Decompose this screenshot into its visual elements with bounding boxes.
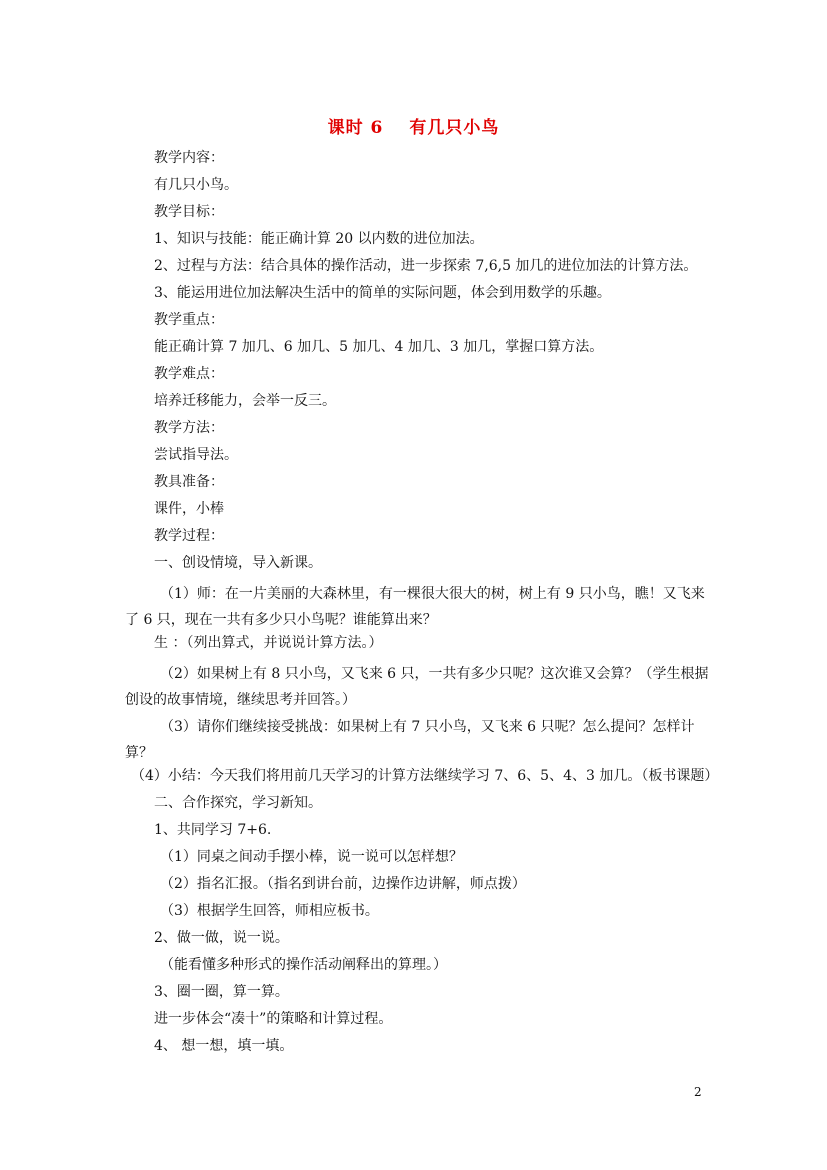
page-title — [0, 113, 827, 138]
text-line: （1）同桌之间动手摆小棒，说一说可以怎样想？ — [160, 849, 463, 865]
text-line: （能看懂多种形式的操作活动阐释出的算理。） — [160, 957, 447, 973]
text-line: 1、共同学习 7+6. — [154, 822, 272, 838]
section-heading: 一、创设情境，导入新课。 — [154, 555, 322, 571]
text-line: 课件，小棒 — [154, 501, 224, 517]
heading-materials: 教具准备： — [154, 474, 224, 490]
text-line: 能正确计算 7 加几、6 加几、5 加几、4 加几、3 加几，掌握口算方法。 — [154, 339, 604, 355]
paragraph-summary: （4）小结：今天我们将用前几天学习的计算方法继续学习 7、6、5、4、3 加几。（板书课题） — [131, 768, 719, 784]
page-number: 2 — [694, 1085, 702, 1099]
heading-content: 教学内容： — [154, 150, 224, 166]
goal-item: 3、能运用进位加法解决生活中的简单的实际问题，体会到用数学的乐趣。 — [154, 285, 611, 301]
title-lesson-number: 课时 6 — [327, 118, 384, 138]
paragraph: （2）如果树上有 8 只小鸟，又飞来 6 只，一共有多少只呢？这次谁又会算？（学生根据创设的故事情境，继续思考并回答。） — [125, 666, 709, 708]
goal-item: 2、过程与方法：结合具体的操作活动，进一步探索 7,6,5 加几的进位加法的计算方法。 — [154, 258, 698, 274]
heading-key-points: 教学重点： — [154, 312, 224, 328]
text-line: （2）指名汇报。（指名到讲台前，边操作边讲解，师点拨） — [160, 876, 526, 892]
text-line: 4、 想一想，填一填。 — [154, 1038, 294, 1054]
heading-process: 教学过程： — [154, 528, 224, 544]
paragraph: （3）请你们继续接受挑战：如果树上有 7 只小鸟，又飞来 6 只呢？怎么提问？怎样计算？ — [125, 719, 695, 761]
section-heading: 二、合作探究，学习新知。 — [154, 795, 322, 811]
text-line: 3、圈一圈，算一算。 — [154, 984, 289, 1000]
text-line: （3）根据学生回答，师相应板书。 — [160, 903, 379, 919]
text-line: 尝试指导法。 — [154, 447, 238, 463]
goal-item: 1、知识与技能：能正确计算 20 以内数的进位加法。 — [154, 231, 484, 247]
text-line: 培养迁移能力，会举一反三。 — [154, 393, 336, 409]
heading-methods: 教学方法： — [154, 420, 224, 436]
document-body — [125, 149, 719, 1064]
text-line: 2、做一做，说一说。 — [154, 930, 289, 946]
paragraph: （1）师：在一片美丽的大森林里，有一棵很大很大的树，树上有 9 只小鸟，瞧！又飞来了 6 只，现在一共有多少只小鸟呢？谁能算出来？ — [125, 586, 705, 628]
text-line: 进一步体会“凑十”的策略和计算过程。 — [154, 1011, 393, 1027]
heading-goals: 教学目标： — [154, 204, 224, 220]
title-lesson-name: 有几只小鸟 — [409, 118, 500, 138]
text-line: 有几只小鸟。 — [154, 177, 238, 193]
heading-difficulties: 教学难点： — [154, 366, 224, 382]
paragraph: 生 ：（列出算式，并说说计算方法。） — [154, 635, 383, 651]
